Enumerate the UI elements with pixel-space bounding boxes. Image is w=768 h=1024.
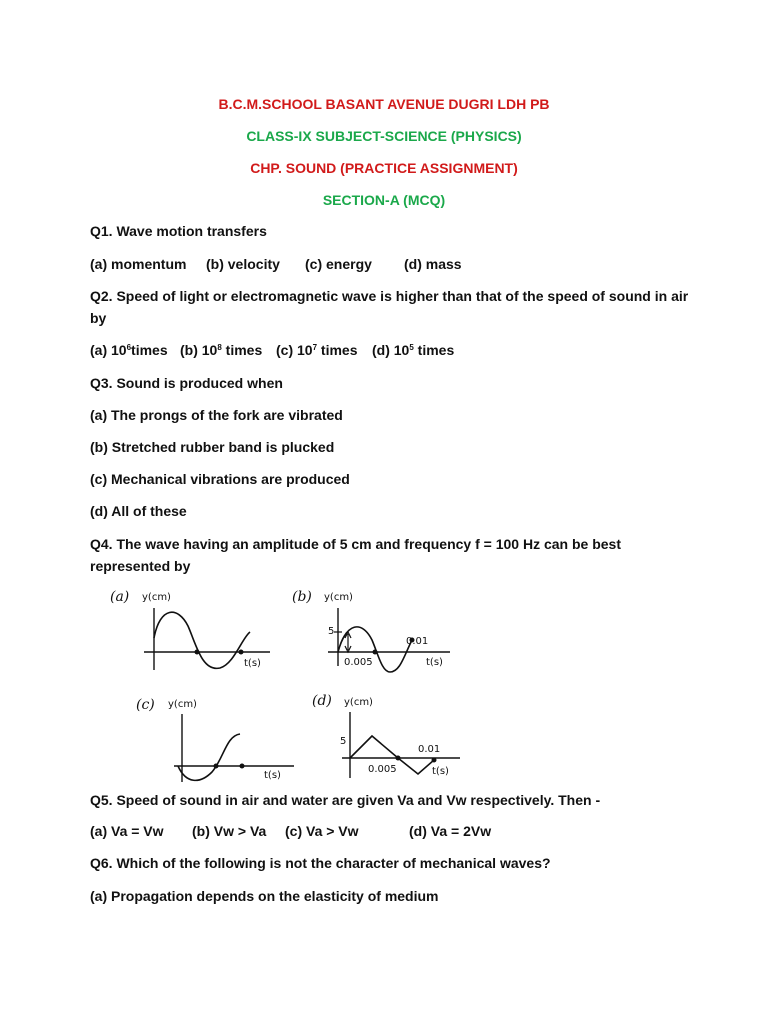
q2-option-b: (b) $10^8$ times — [180, 342, 263, 358]
question-2-options — [90, 339, 690, 361]
question-4: Q4. The wave having an amplitude of 5 cm and frequency f = 100 Hz can be best represented by — [90, 536, 621, 574]
graph-a-xlabel: t(s) — [244, 658, 261, 669]
graph-b-t1: 0.005 — [344, 657, 373, 668]
q2-option-a: (a) $10^6times$ — [90, 342, 168, 358]
graph-b — [290, 586, 455, 681]
graph-a-ylabel: y(cm) — [142, 592, 171, 603]
q5-option-a: (a) Va = Vw — [90, 823, 164, 839]
q1-option-d: (d) mass — [404, 256, 462, 272]
graph-d-t2: 0.01 — [418, 744, 441, 755]
chapter-title: CHP. SOUND (PRACTICE ASSIGNMENT) — [250, 160, 518, 176]
q3-option-d: (d) All of these — [90, 503, 187, 519]
graph-c-ylabel: y(cm) — [168, 699, 197, 710]
graph-b-t2: 0.01 — [406, 636, 429, 647]
question-2: Q2. Speed of light or electromagnetic wave is higher than that of the speed of sound in air by — [90, 288, 689, 326]
graph-c-xlabel: t(s) — [264, 770, 281, 781]
question-5-options — [90, 820, 690, 842]
question-6: Q6. Which of the following is not the character of mechanical waves? — [90, 855, 551, 871]
graph-b-ylabel: y(cm) — [324, 592, 353, 603]
school-name: B.C.M.SCHOOL BASANT AVENUE DUGRI LDH PB — [218, 96, 550, 112]
graph-d-xlabel: t(s) — [432, 766, 449, 777]
graph-d-ylabel: y(cm) — [344, 697, 373, 708]
graph-d-tag: (d) — [312, 693, 332, 709]
graph-d-t1: 0.005 — [368, 764, 397, 775]
q5-option-c: (c) Va > Vw — [285, 823, 359, 839]
q1-option-b: (b) velocity — [206, 256, 280, 272]
q6-option-a: (a) Propagation depends on the elasticity of medium — [90, 888, 439, 904]
q2-option-c: (c) $10^7$ times — [276, 342, 358, 358]
graph-b-tag: (b) — [292, 589, 312, 605]
q5-option-b: (b) Vw > Va — [192, 823, 267, 839]
q3-option-b: (b) Stretched rubber band is plucked — [90, 439, 335, 455]
class-subject: CLASS-IX SUBJECT-SCIENCE (PHYSICS) — [246, 128, 522, 144]
graph-d — [310, 690, 470, 787]
q3-option-a: (a) The prongs of the fork are vibrated — [90, 407, 343, 423]
question-5: Q5. Speed of sound in air and water are given Va and Vw respectively. Then - — [90, 792, 601, 808]
graph-a — [108, 586, 278, 681]
graph-c-tag: (c) — [136, 697, 155, 713]
question-3: Q3. Sound is produced when — [90, 375, 283, 391]
graph-b-xlabel: t(s) — [426, 657, 443, 668]
q5-option-d: (d) Va = 2Vw — [409, 823, 492, 839]
graph-c — [134, 694, 304, 791]
graph-a-tag: (a) — [110, 589, 130, 605]
graph-d-ytick: 5 — [340, 736, 347, 747]
q1-option-c: (c) energy — [305, 256, 372, 272]
section-title: SECTION-A (MCQ) — [322, 192, 446, 208]
q2-option-d: (d) $10^5$ times — [372, 342, 455, 358]
q1-option-a: (a) momentum — [90, 256, 187, 272]
q3-option-c: (c) Mechanical vibrations are produced — [90, 471, 350, 487]
graph-b-ytick: 5 — [328, 626, 335, 637]
question-1-options — [90, 253, 690, 275]
question-1: Q1. Wave motion transfers — [90, 223, 267, 239]
